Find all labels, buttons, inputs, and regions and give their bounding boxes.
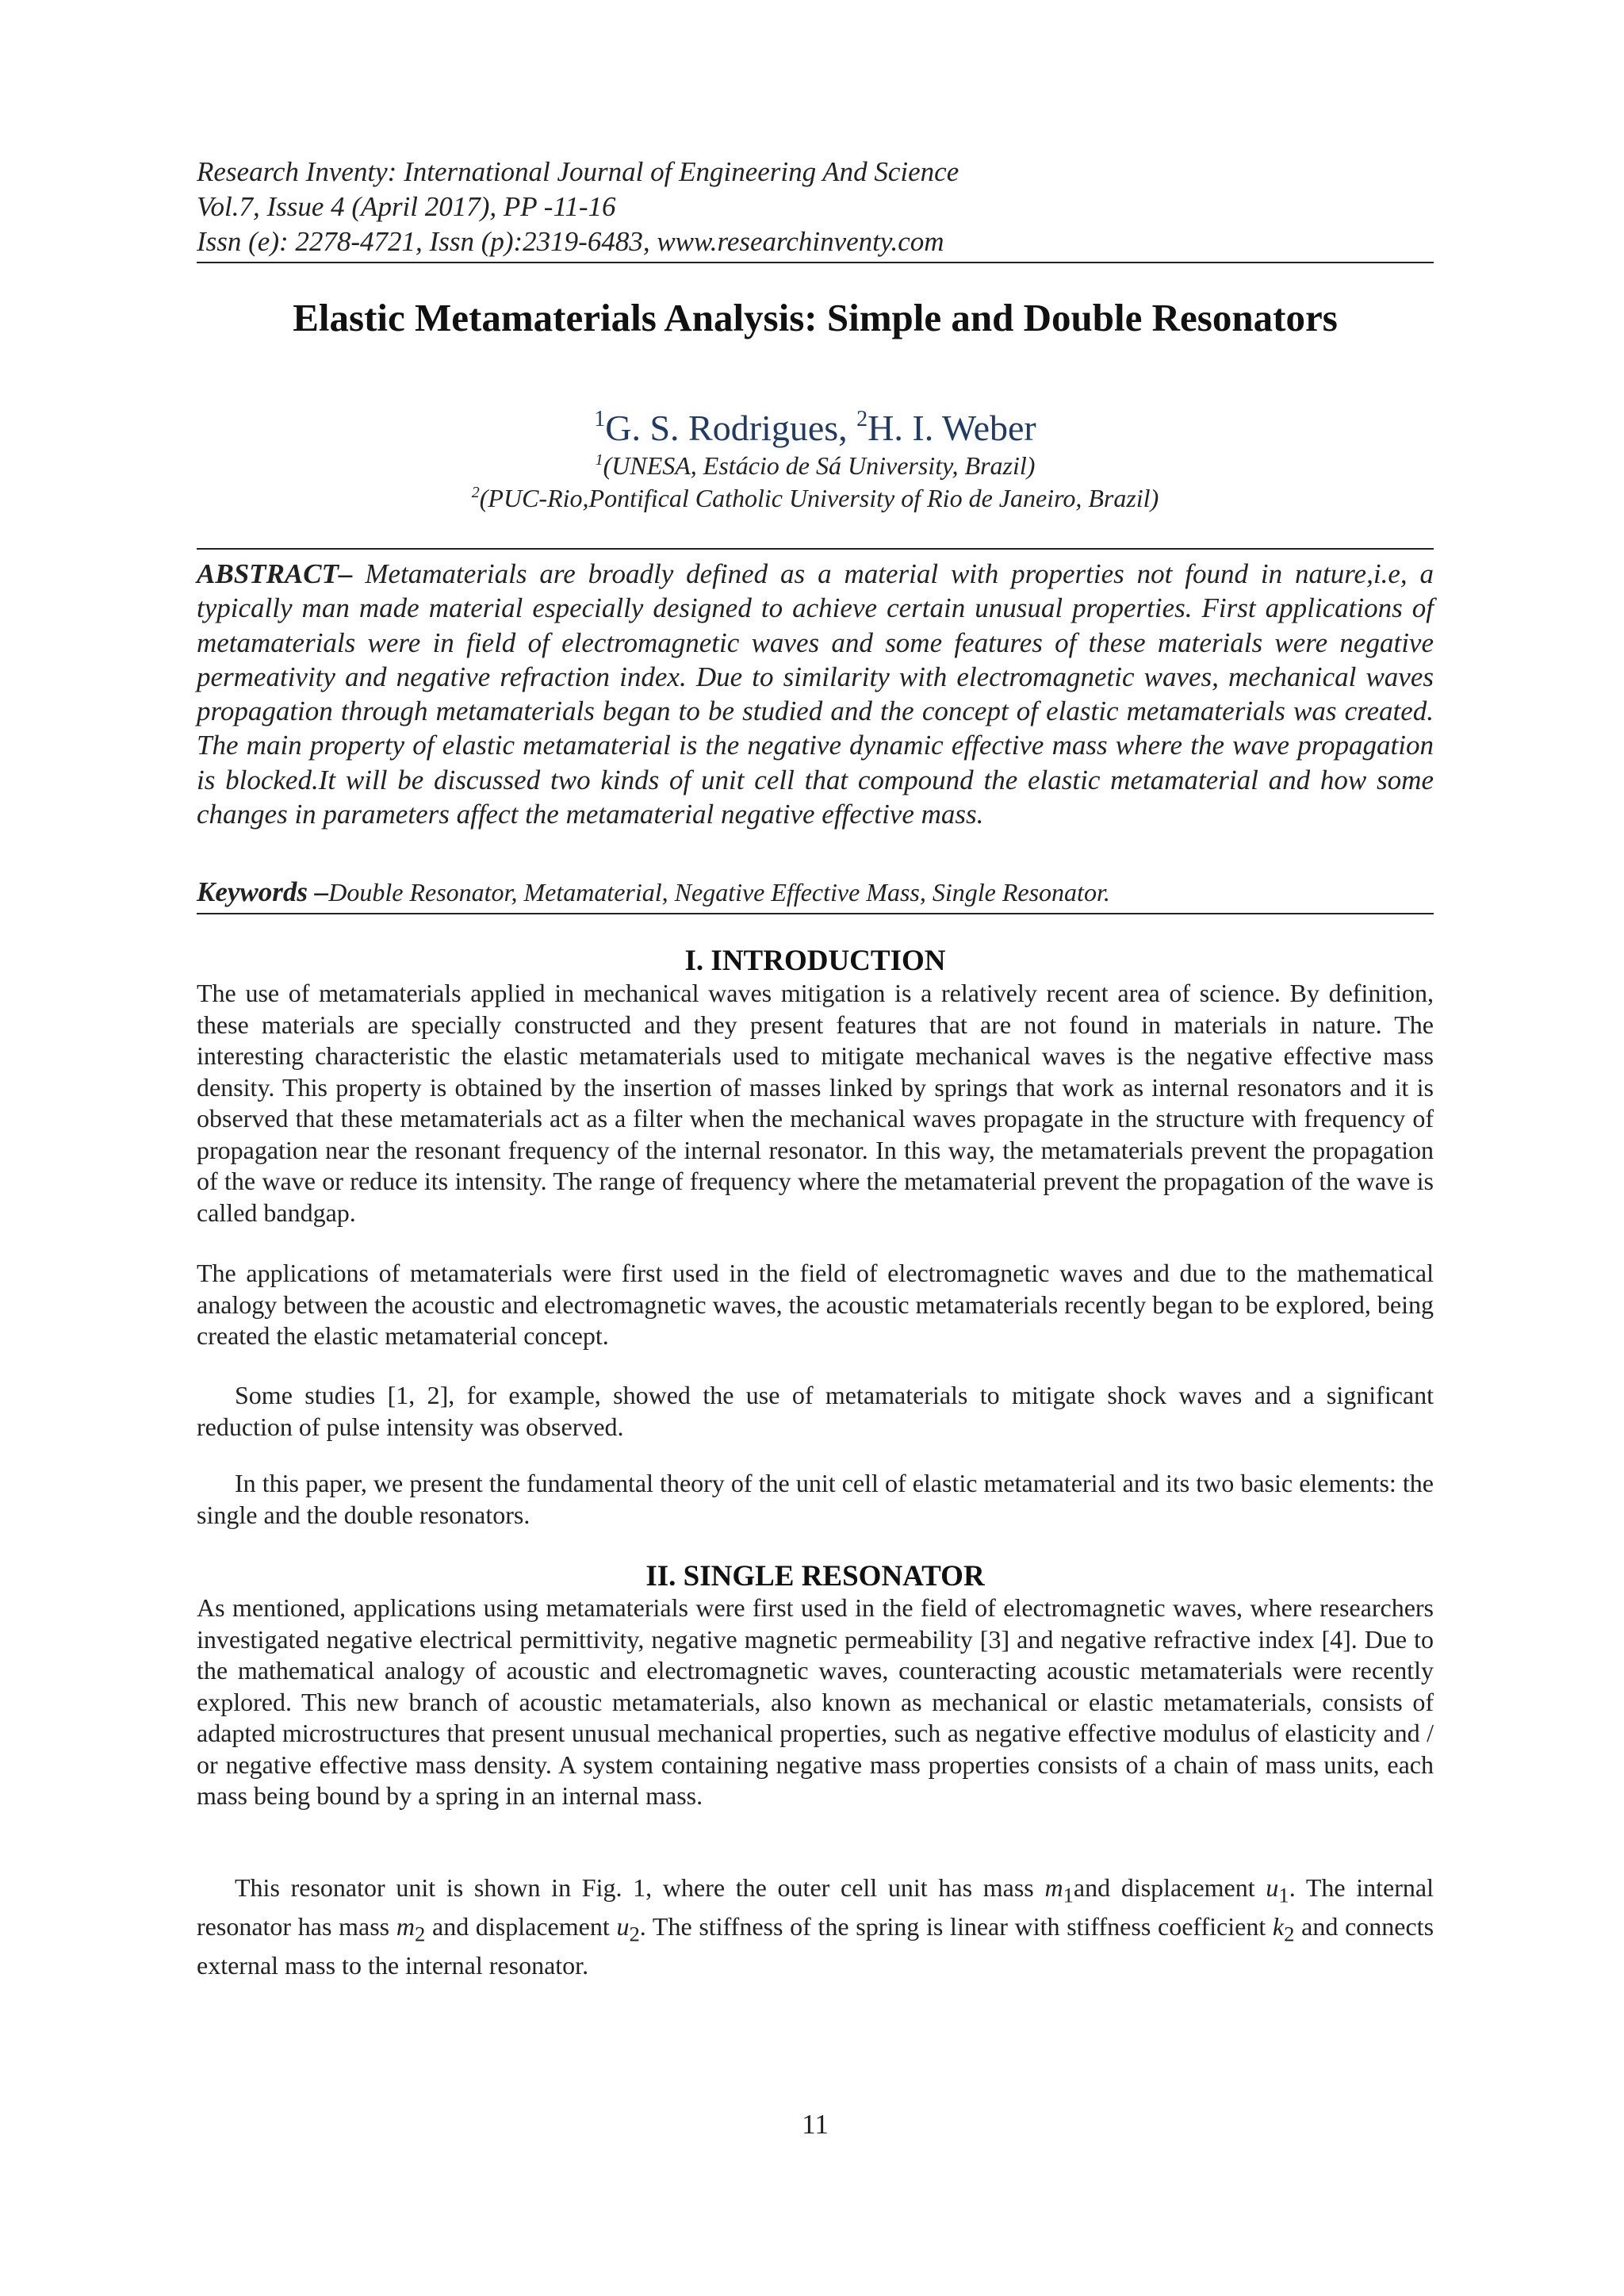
- p2-text-1: This resonator unit is shown in Fig. 1, where the outer cell unit has mass: [235, 1873, 1045, 1902]
- single-resonator-heading: II. SINGLE RESONATOR: [645, 1560, 985, 1593]
- symbol-m1-subscript: 1: [1063, 1883, 1074, 1907]
- header-rule: [197, 262, 1434, 263]
- p2-text-3: . The internal resonator has mass: [197, 1873, 1434, 1941]
- affiliation-2-marker: 2: [471, 484, 480, 501]
- symbol-k2: k: [1272, 1911, 1285, 1941]
- p2-text-6: and connects external mass to the internal resonator.: [197, 1911, 1434, 1980]
- single-resonator-paragraph-2: [197, 1872, 1434, 1981]
- journal-issn: Issn (e): 2278-4721, Issn (p):2319-6483, www.researchinventy.com: [197, 226, 944, 257]
- abstract-top-rule: [197, 548, 1434, 550]
- page-number: 11: [802, 2109, 829, 2140]
- abstract: [197, 557, 1434, 831]
- affiliation-2: [197, 477, 1434, 514]
- abstract-bottom-rule: [197, 913, 1434, 914]
- affiliation-1: [197, 444, 1434, 481]
- single-resonator-paragraph-1: As mentioned, applications using metamaterials were first used in the field of electromagnetic waves, where researchers investigated negative electrical permittivity, negative magnetic permeability [3] and negative refractive index [4]. Due to the mathematical analogy of acoustic and electromagnetic waves, counteracting acoustic metamaterials were recently explored. This new branch of acoustic metamaterials, also known as mechanical or elastic metamaterials, consists of adapted microstructures that present unusual mechanical properties, such as negative effective modulus of elasticity and / or negative effective mass density. A system containing negative mass properties consists of a chain of mass units, each mass being bound by a spring in an internal mass.: [197, 1593, 1434, 1810]
- affiliation-1-text: (UNESA, Estácio de Sá University, Brazil): [603, 451, 1036, 480]
- symbol-u1-subscript: 1: [1278, 1883, 1289, 1907]
- journal-name: Research Inventy: International Journal of Engineering And Science: [197, 156, 959, 187]
- affiliation-2-text: (PUC-Rio,Pontifical Catholic University of Rio de Janeiro, Brazil): [479, 484, 1159, 512]
- author-list: [197, 398, 1434, 450]
- journal-header: [197, 155, 1434, 259]
- paper-page: [197, 0, 1434, 2296]
- symbol-u2: u: [616, 1911, 630, 1941]
- paper-title: Elastic Metamaterials Analysis: Simple and Double Resonators: [293, 296, 1338, 339]
- author-2-name: H. I. Weber: [868, 408, 1036, 448]
- keywords-label: Keywords –: [197, 876, 329, 907]
- introduction-heading: I. INTRODUCTION: [684, 945, 946, 977]
- symbol-m2: m: [396, 1911, 415, 1941]
- symbol-m1: m: [1044, 1873, 1063, 1902]
- p2-text-2: and displacement: [1073, 1873, 1266, 1902]
- introduction-paragraph-3: Some studies [1, 2], for example, showed the use of metamaterials to mitigate shock waves and a significant reduction of pulse intensity was observed.: [197, 1381, 1434, 1441]
- introduction-paragraph-1: The use of metamaterials applied in mechanical waves mitigation is a relatively recent area of science. By definition, these materials are specially constructed and they present features that are not found in materials in nature. The interesting characteristic the elastic metamaterials used to mitigate mechanical waves is the negative effective mass density. This property is obtained by the insertion of masses linked by springs that work as internal resonators and it is observed that these metamaterials act as a filter when the mechanical waves propagate in the structure with frequency of propagation near the resonant frequency of the internal resonator. In this way, the metamaterials prevent the propagation of the wave or reduce its intensity. The range of frequency where the metamaterial prevent the propagation of the wave is called bandgap.: [197, 979, 1434, 1227]
- symbol-m2-subscript: 2: [414, 1922, 426, 1946]
- p2-text-4: and displacement: [425, 1911, 617, 1941]
- p2-text-5: . The stiffness of the spring is linear with stiffness coefficient: [639, 1911, 1273, 1941]
- keywords-text: Double Resonator, Metamaterial, Negative Effective Mass, Single Resonator.: [328, 878, 1110, 907]
- affiliation-1-marker: 1: [595, 451, 603, 469]
- author-2-marker: 2: [856, 407, 868, 431]
- keywords: [197, 876, 1434, 909]
- introduction-paragraph-2: The applications of metamaterials were first used in the field of electromagnetic waves and due to the mathematical analogy between the acoustic and electromagnetic waves, the acoustic metamaterials recently began to be explored, being created the elastic metamaterial concept.: [197, 1259, 1434, 1350]
- abstract-label: ABSTRACT–: [197, 558, 353, 589]
- abstract-text: Metamaterials are broadly defined as a material with properties not found in nature,i.e, a typically man made material especially designed to achieve certain unusual properties. First applications of metamaterials were in field of electromagnetic waves and some features of these materials were negative permeativity and negative refraction index. Due to similarity with electromagnetic waves, mechanical waves propagation through metamaterials began to be studied and the concept of elastic metamaterials was created. The main property of elastic metamaterial is the negative dynamic effective mass where the wave propagation is blocked.It will be discussed two kinds of unit cell that compound the elastic metamaterial and how some changes in parameters affect the metamaterial negative effective mass.: [197, 558, 1434, 830]
- author-1-name: G. S. Rodrigues,: [605, 408, 857, 448]
- author-1-marker: 1: [594, 407, 606, 431]
- symbol-k2-subscript: 2: [1284, 1922, 1295, 1946]
- symbol-u2-subscript: 2: [629, 1922, 640, 1946]
- journal-volume: Vol.7, Issue 4 (April 2017), PP -11-16: [197, 191, 616, 222]
- symbol-u1: u: [1266, 1873, 1279, 1902]
- introduction-paragraph-4: In this paper, we present the fundamental theory of the unit cell of elastic metamaterial and its two basic elements: the single and the double resonators.: [197, 1469, 1434, 1529]
